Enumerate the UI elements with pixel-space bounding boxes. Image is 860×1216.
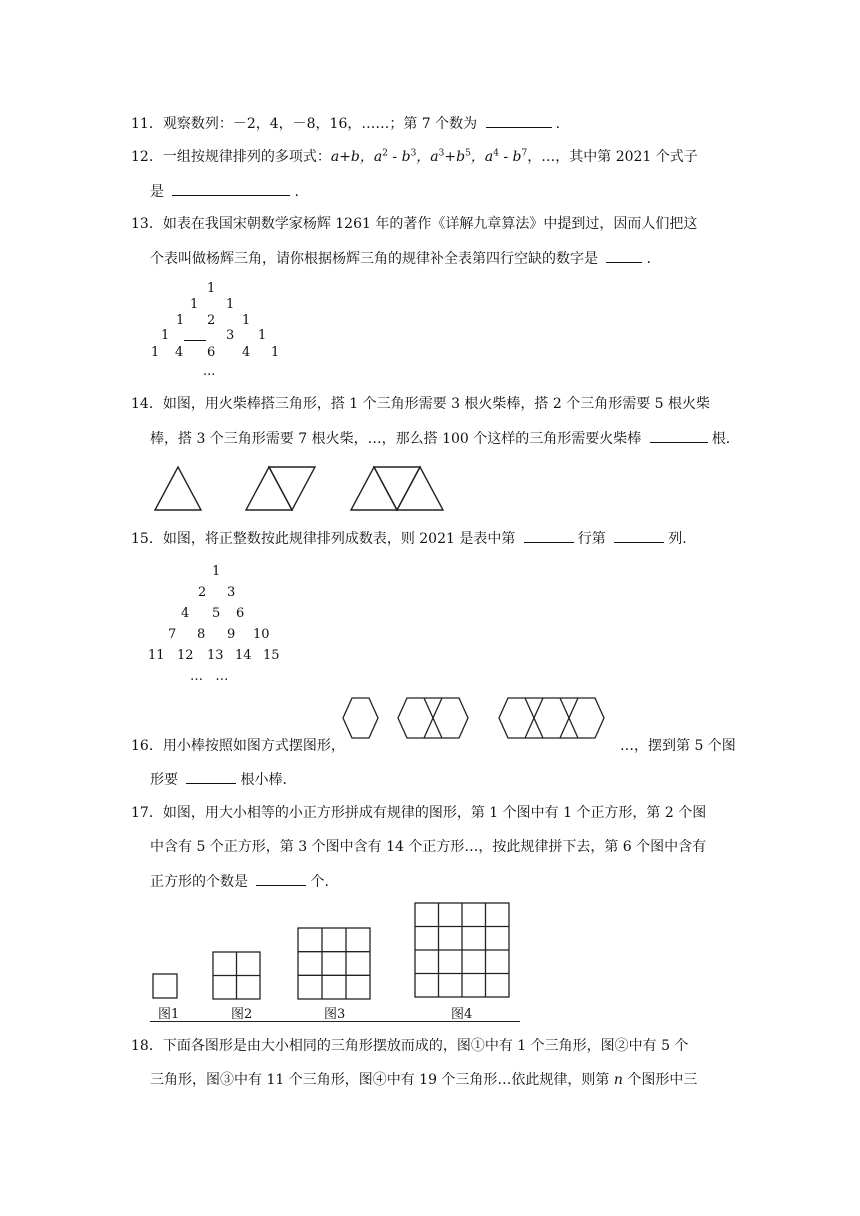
q14-text: 棒，搭 3 个三角形需要 7 根火柴，…，那么搭 100 个这样的三角形需要火柴棒 xyxy=(150,431,642,447)
answer-blank[interactable] xyxy=(186,769,236,784)
triangle-number: 4 xyxy=(175,345,184,360)
question-17-line-2 xyxy=(150,837,706,857)
q16-text: 根小棒. xyxy=(240,772,287,788)
number-cell: 13 xyxy=(207,648,224,663)
q12-term: - b xyxy=(387,149,411,165)
question-13-line-2 xyxy=(150,248,651,269)
hexagon-2a xyxy=(398,698,433,738)
triangle-3b xyxy=(374,467,420,510)
q12-term: a xyxy=(373,149,383,165)
q14-text: 14．如图，用火柴棒搭三角形，搭 1 个三角形需要 3 根火柴棒，搭 2 个三角形需要 5 根火柴 xyxy=(131,396,711,412)
q18-text: 18．下面各图形是由大小相同的三角形摆放而成的，图①中有 1 个三角形，图②中有 5 个 xyxy=(131,1038,689,1054)
figure-caption: 图2 xyxy=(231,1007,253,1022)
question-16-line-2 xyxy=(150,769,287,790)
grid-3 xyxy=(298,928,370,999)
q16-text: 形要 xyxy=(150,772,178,788)
number-cell: 7 xyxy=(168,627,177,642)
question-11 xyxy=(131,113,560,134)
triangle-number: 4 xyxy=(242,345,251,360)
grid-1 xyxy=(153,974,177,998)
q15-text: 15．如图，将正整数按此规律排列成数表，则 2021 是表中第 xyxy=(131,531,516,547)
answer-blank[interactable] xyxy=(256,871,306,886)
triangle-number: 1 xyxy=(176,313,185,328)
question-14-line-1 xyxy=(131,394,710,414)
q16-text: 16．用小棒按照如图方式摆图形， xyxy=(131,738,345,754)
number-cell: 2 xyxy=(198,585,207,600)
question-15 xyxy=(131,528,687,549)
question-18-line-1 xyxy=(131,1036,688,1056)
q12-exp: 3 xyxy=(410,148,417,159)
q13-text: 个表叫做杨辉三角，请你根据杨辉三角的规律补全表第四行空缺的数字是 xyxy=(150,251,598,267)
triangle-number: 1 xyxy=(151,345,160,360)
number-cell: 8 xyxy=(197,627,206,642)
number-cell: 3 xyxy=(227,585,236,600)
q18-text: 个图形中三 xyxy=(627,1072,698,1088)
q12-exp: 4 xyxy=(493,148,499,159)
question-14-line-2 xyxy=(150,428,730,449)
question-12-line-1 xyxy=(131,147,698,167)
number-cell: 15 xyxy=(263,648,280,663)
q12-text: 12．一组按规律排列的多项式： xyxy=(131,149,331,165)
q12-text: ，…，其中第 2021 个式子 xyxy=(527,149,698,165)
hexagon-figure xyxy=(340,696,610,742)
triangle-number: 6 xyxy=(207,345,216,360)
q12-text: 是 xyxy=(150,184,164,200)
hexagon-3c xyxy=(569,698,604,738)
q18-variable: n xyxy=(613,1072,623,1088)
answer-blank[interactable] xyxy=(650,428,708,443)
answer-blank[interactable] xyxy=(172,181,290,196)
number-cell: 10 xyxy=(253,627,270,642)
question-17-line-3 xyxy=(150,871,329,892)
triangle-2a xyxy=(246,467,292,510)
number-cell: 11 xyxy=(148,648,165,663)
q17-text: 17．如图，用大小相等的小正方形拼成有规律的图形，第 1 个图中有 1 个正方形，第 2 个图 xyxy=(131,805,707,821)
triangle-number: 2 xyxy=(207,313,216,328)
triangle-2b xyxy=(269,467,315,510)
hexagon-2b xyxy=(433,698,468,738)
question-16-line-1-end xyxy=(620,736,736,756)
q15-text: 列. xyxy=(668,531,687,547)
q17-text: 中含有 5 个正方形，第 3 个图中含有 14 个正方形…，按此规律拼下去，第 6 个图中含有 xyxy=(150,839,707,855)
question-17-line-1 xyxy=(131,803,706,823)
triangle-number: 1 xyxy=(242,313,251,328)
q11-text: 11．观察数列：－2，4，－8，16，……；第 7 个数为 xyxy=(131,116,478,132)
triangle-number: 1 xyxy=(271,345,280,360)
number-cell: 1 xyxy=(212,564,221,579)
q12-exp: 3 xyxy=(438,148,445,159)
hexagon-3b xyxy=(534,698,569,738)
question-12-line-2 xyxy=(150,181,299,202)
triangle-3c xyxy=(397,467,443,510)
q12-term: ，a xyxy=(470,149,494,165)
figure-caption: 图3 xyxy=(324,1007,346,1022)
number-ellipsis: … … xyxy=(190,669,229,684)
answer-blank-column[interactable] xyxy=(614,528,664,543)
q12-exp: 2 xyxy=(382,148,388,159)
triangle-1 xyxy=(155,467,201,510)
q12-term: ，a xyxy=(416,149,439,165)
triangle-number: 1 xyxy=(258,328,267,343)
number-cell: 14 xyxy=(235,648,252,663)
hexagon-3a xyxy=(499,698,534,738)
triangle-number: 1 xyxy=(161,328,170,343)
question-18-line-2 xyxy=(150,1070,697,1090)
triangle-number: 3 xyxy=(226,328,235,343)
q18-text: 三角形，图③中有 11 个三角形，图④中有 19 个三角形…依此规律，则第 xyxy=(150,1072,610,1088)
q14-end: 根. xyxy=(711,431,731,447)
q12-exp: 7 xyxy=(521,148,528,159)
q17-text: 正方形的个数是 xyxy=(150,874,248,890)
question-16-line-1 xyxy=(131,736,345,756)
triangle-number: 1 xyxy=(226,297,235,312)
q12-term: a+b， xyxy=(330,149,374,165)
question-13-line-1 xyxy=(131,214,697,234)
answer-blank[interactable] xyxy=(486,113,552,128)
q12-term: - b xyxy=(498,149,522,165)
q12-exp: 5 xyxy=(465,148,471,159)
q16-text: …，摆到第 5 个图 xyxy=(620,738,736,754)
figure-baseline xyxy=(150,1021,520,1022)
number-cell: 5 xyxy=(212,606,221,621)
triangle-number: 1 xyxy=(207,281,216,296)
q17-end: 个. xyxy=(310,874,329,890)
q12-term: +b xyxy=(444,149,466,165)
answer-blank[interactable] xyxy=(606,248,642,263)
number-cell: 9 xyxy=(227,627,236,642)
figure-caption: 图1 xyxy=(158,1007,180,1022)
matchstick-triangles-figure xyxy=(150,462,460,514)
q12-end: . xyxy=(294,184,299,200)
number-cell: 6 xyxy=(236,606,245,621)
q15-text: 行第 xyxy=(577,531,606,547)
hexagon-1 xyxy=(343,698,378,738)
answer-blank-row[interactable] xyxy=(524,528,574,543)
figure-caption: 图4 xyxy=(451,1007,473,1022)
q11-end: . xyxy=(555,116,561,132)
triangle-blank[interactable] xyxy=(184,326,206,341)
triangle-ellipsis: ... xyxy=(203,364,216,379)
q13-text: 13．如表在我国宋朝数学家杨辉 1261 年的著作《详解九章算法》中提到过，因而人们把这 xyxy=(131,216,698,232)
triangle-3a xyxy=(351,467,397,510)
number-cell: 12 xyxy=(177,648,194,663)
q13-end: . xyxy=(646,251,651,267)
triangle-number: 1 xyxy=(190,297,199,312)
number-cell: 4 xyxy=(181,606,190,621)
